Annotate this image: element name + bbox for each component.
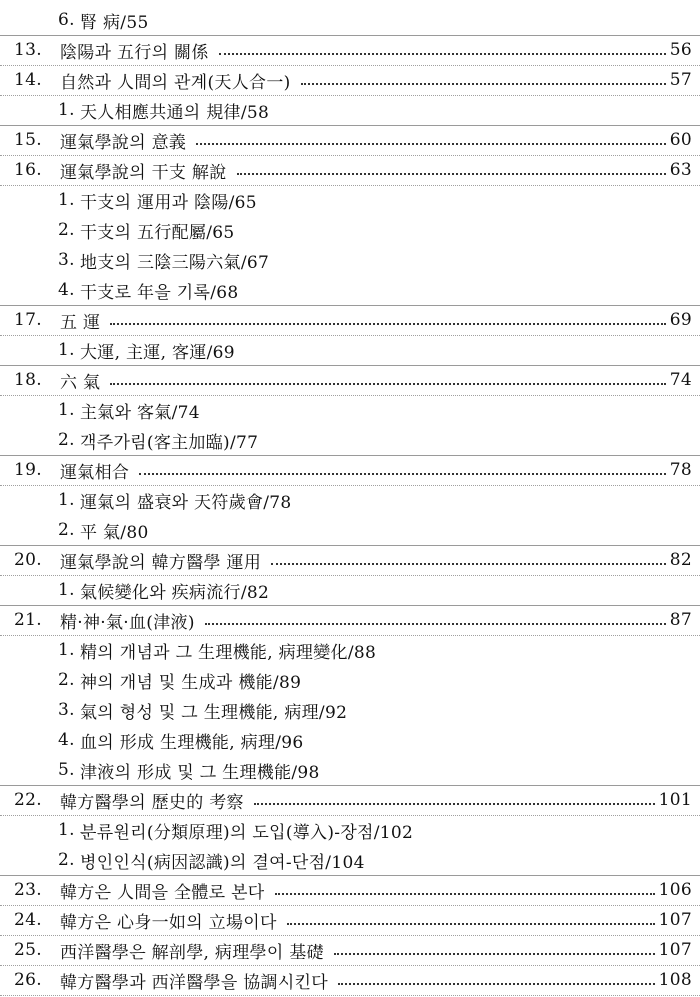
toc-entry (0, 123, 700, 157)
page-number: 74 (669, 370, 692, 390)
toc-subentry (0, 93, 700, 127)
toc-subentry (0, 843, 700, 877)
toc-title: 병인인식(病因認識)의 결여-단점/104 (80, 852, 365, 873)
dot-leader (139, 473, 666, 475)
toc-title: 韓方醫學과 西洋醫學을 協調시킨다 (60, 972, 329, 993)
toc-title: 主氣와 客氣/74 (80, 402, 200, 423)
toc-number: 1. (58, 490, 75, 510)
toc-number: 2. (58, 670, 75, 690)
toc-number: 2. (58, 850, 75, 870)
dot-leader (338, 983, 655, 985)
toc-title: 干支의 五行配屬/65 (80, 222, 235, 243)
toc-subentry (0, 633, 700, 667)
toc-title: 五 運 (60, 312, 101, 333)
dot-leader (287, 923, 655, 925)
page-number: 106 (658, 880, 692, 900)
toc-number: 18. (14, 370, 42, 390)
dot-leader (110, 383, 665, 385)
toc-number: 2. (58, 430, 75, 450)
toc-number: 6. (58, 10, 75, 30)
toc-number: 16. (14, 160, 42, 180)
toc-subentry (0, 483, 700, 517)
page-number: 87 (669, 610, 692, 630)
page-number: 107 (658, 940, 692, 960)
toc-number: 1. (58, 640, 75, 660)
toc-title: 自然과 人間의 관계(天人合一) (60, 72, 291, 93)
toc-number: 2. (58, 220, 75, 240)
toc-number: 5. (58, 760, 75, 780)
page-number: 108 (658, 970, 692, 990)
toc-title: 陰陽과 五行의 關係 (60, 42, 209, 63)
toc-entry (0, 303, 700, 337)
dot-leader (205, 623, 666, 625)
toc-title: 六 氣 (60, 372, 101, 393)
toc-title: 天人相應共通의 規律/58 (80, 102, 270, 123)
toc-title: 객주가림(客主加臨)/77 (80, 432, 259, 453)
toc-number: 25. (14, 940, 42, 960)
toc-subentry (0, 813, 700, 847)
dot-leader (254, 803, 655, 805)
toc-number: 1. (58, 580, 75, 600)
toc-number: 21. (14, 610, 42, 630)
page-number: 78 (669, 460, 692, 480)
toc-subentry (0, 513, 700, 547)
toc-number: 24. (14, 910, 42, 930)
dot-leader (219, 53, 666, 55)
toc-number: 26. (14, 970, 42, 990)
dot-leader (271, 563, 666, 565)
toc-title: 精·神·氣·血(津液) (60, 612, 195, 633)
toc-number: 4. (58, 730, 75, 750)
toc-subentry (0, 693, 700, 727)
toc-number: 22. (14, 790, 42, 810)
toc-entry (0, 153, 700, 187)
page-number: 107 (658, 910, 692, 930)
toc-title: 平 氣/80 (80, 522, 149, 543)
toc-entry (0, 363, 700, 397)
toc-title: 大運, 主運, 客運/69 (80, 342, 235, 363)
toc-title: 氣候變化와 疾病流行/82 (80, 582, 270, 603)
toc-title: 精의 개념과 그 生理機能, 病理變化/88 (80, 642, 377, 663)
toc-entry (0, 33, 700, 67)
toc-entry (0, 603, 700, 637)
toc-entry (0, 783, 700, 817)
toc-subentry (0, 393, 700, 427)
toc-subentry (0, 423, 700, 457)
toc-subentry (0, 333, 700, 367)
toc-number: 1. (58, 340, 75, 360)
toc-number: 14. (14, 70, 42, 90)
toc-title: 運氣相合 (60, 462, 130, 483)
toc-entry (0, 63, 700, 97)
toc-number: 15. (14, 130, 42, 150)
toc-subentry (0, 243, 700, 277)
page-number: 63 (669, 160, 692, 180)
toc-subentry (0, 663, 700, 697)
toc-subentry (0, 753, 700, 787)
toc-number: 4. (58, 280, 75, 300)
dot-leader (301, 83, 666, 85)
toc-title: 西洋醫學은 解剖學, 病理學이 基礎 (60, 942, 324, 963)
page-number: 57 (669, 70, 692, 90)
toc-number: 2. (58, 520, 75, 540)
page-number: 82 (669, 550, 692, 570)
toc-subentry (0, 3, 700, 37)
dot-leader (237, 173, 666, 175)
toc-title: 運氣學說의 干支 解說 (60, 162, 227, 183)
toc-number: 1. (58, 100, 75, 120)
toc-number: 3. (58, 250, 75, 270)
toc-title: 干支의 運用과 陰陽/65 (80, 192, 257, 213)
page-number: 101 (658, 790, 692, 810)
dot-leader (110, 323, 665, 325)
toc-number: 1. (58, 190, 75, 210)
toc-entry (0, 903, 700, 937)
toc-subentry (0, 573, 700, 607)
toc-number: 1. (58, 400, 75, 420)
page-number: 69 (669, 310, 692, 330)
toc-title: 津液의 形成 및 그 生理機能/98 (80, 762, 320, 783)
toc-entry (0, 873, 700, 907)
toc-title: 運氣學說의 韓方醫學 運用 (60, 552, 262, 573)
toc-entry (0, 933, 700, 967)
toc-number: 20. (14, 550, 42, 570)
toc-number: 3. (58, 700, 75, 720)
toc-entry (0, 453, 700, 487)
toc-title: 運氣의 盛衰와 天符歲會/78 (80, 492, 292, 513)
page-number: 60 (669, 130, 692, 150)
toc-title: 韓方醫學의 歷史的 考察 (60, 792, 244, 813)
toc-title: 神의 개념 및 生成과 機能/89 (80, 672, 302, 693)
dot-leader (196, 143, 666, 145)
toc-number: 19. (14, 460, 42, 480)
toc-title: 運氣學說의 意義 (60, 132, 187, 153)
toc-subentry (0, 273, 700, 307)
page-number: 56 (669, 40, 692, 60)
toc-number: 13. (14, 40, 42, 60)
toc-title: 干支로 年을 기록/68 (80, 282, 239, 303)
toc-subentry (0, 723, 700, 757)
toc-title: 韓方은 心身一如의 立場이다 (60, 912, 277, 933)
toc-title: 분류원리(分類原理)의 도입(導入)-장점/102 (80, 822, 414, 843)
toc-title: 韓方은 人間을 全體로 본다 (60, 882, 265, 903)
toc-entry (0, 963, 700, 997)
toc-title: 地支의 三陰三陽六氣/67 (80, 252, 270, 273)
toc-title: 血의 形成 生理機能, 病理/96 (80, 732, 304, 753)
toc-entry (0, 543, 700, 577)
toc-number: 17. (14, 310, 42, 330)
toc-number: 1. (58, 820, 75, 840)
dot-leader (334, 953, 655, 955)
dot-leader (275, 893, 655, 895)
toc-title: 腎 病/55 (80, 12, 149, 33)
toc-title: 氣의 형성 및 그 生理機能, 病理/92 (80, 702, 348, 723)
toc-subentry (0, 183, 700, 217)
toc-subentry (0, 213, 700, 247)
toc-number: 23. (14, 880, 42, 900)
